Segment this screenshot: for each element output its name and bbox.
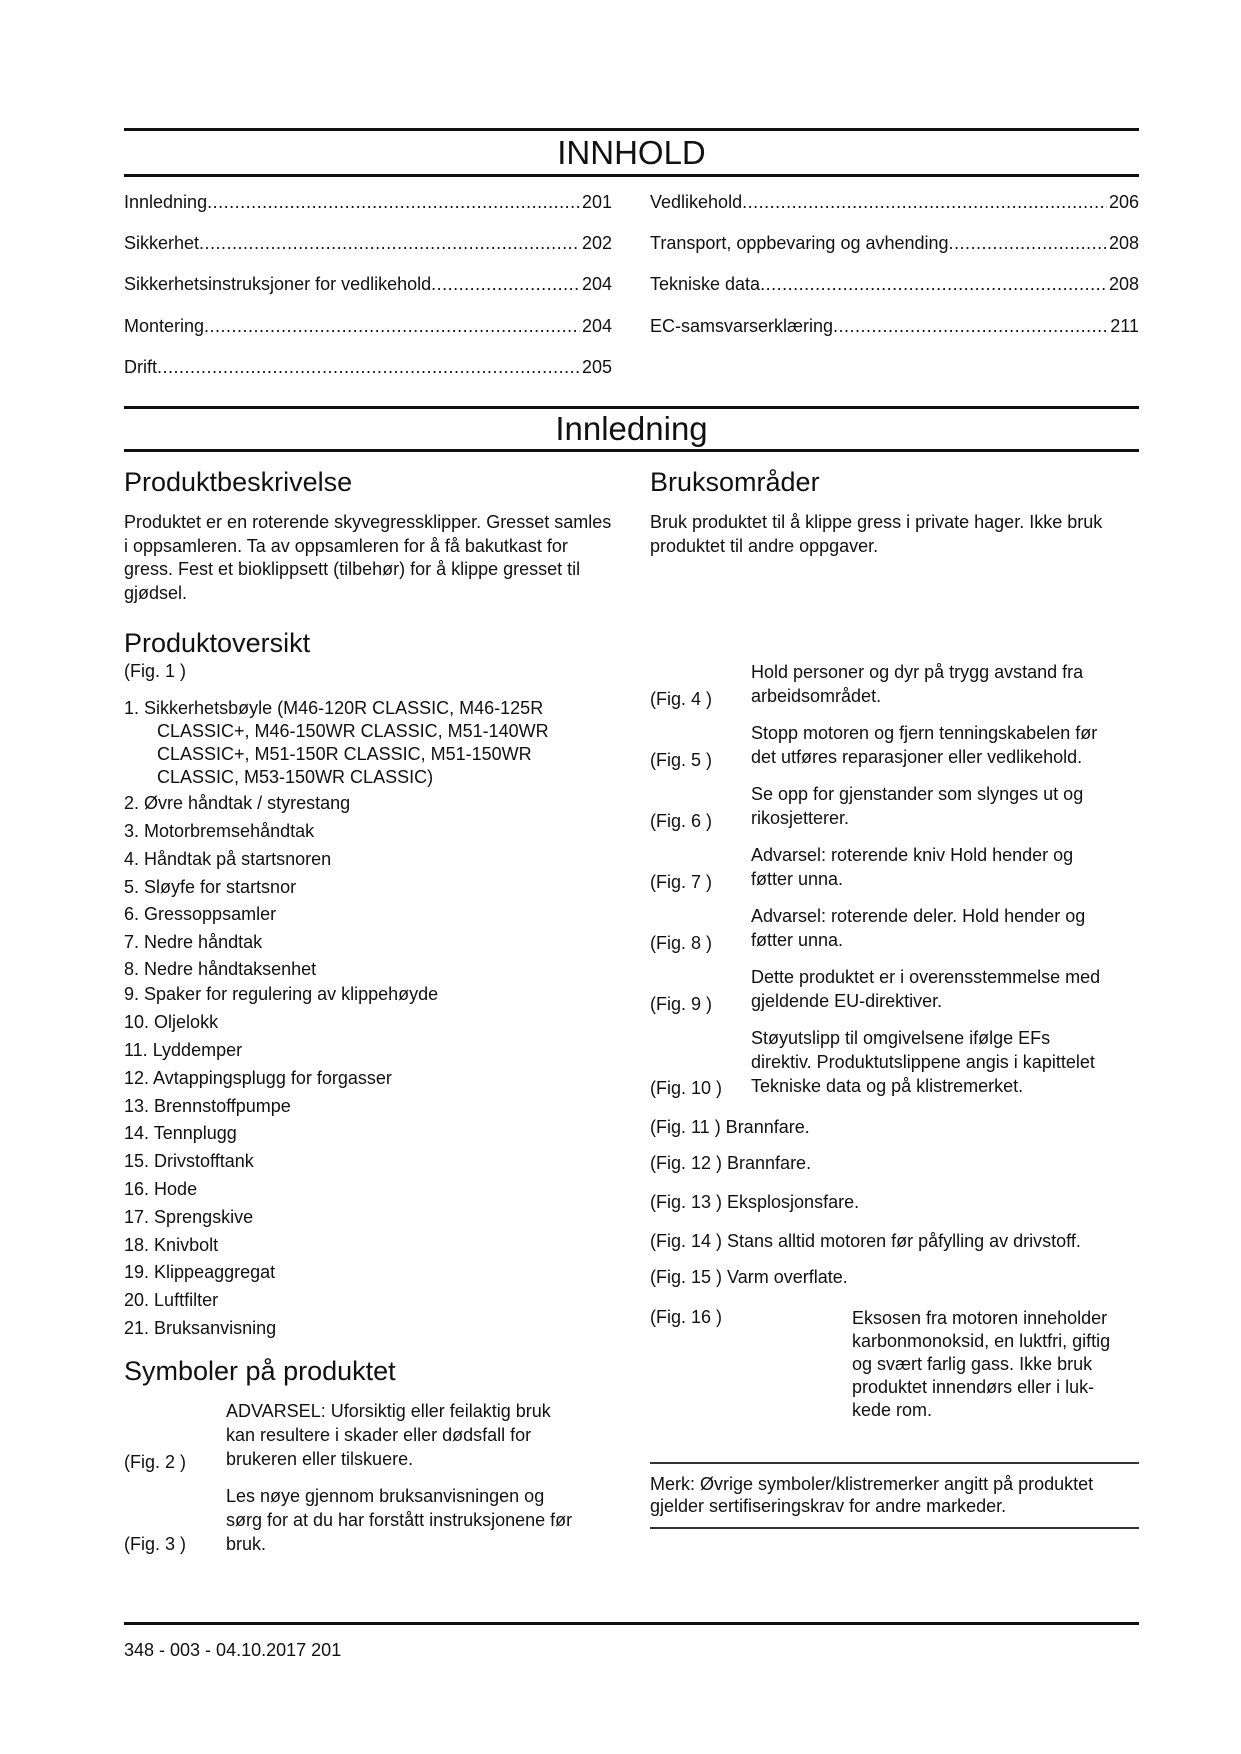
symbol-fig9-text: Dette produktet er i overensstemmelse med gjeldende EU-direktiver.: [751, 967, 1101, 1011]
list-item: 21. Bruksanvisning: [124, 1318, 277, 1338]
symbol-fig6-ref: (Fig. 6 ): [650, 811, 713, 831]
toc-entry-sikkerhetsinstruksjoner[interactable]: Sikkerhetsinstruksjoner for vedlikehold ..... 204: [124, 273, 612, 295]
list-item: 3. Motorbremsehåndtak: [124, 821, 315, 841]
symbol-fig11: (Fig. 11 ) Brannfare.: [650, 1117, 810, 1137]
symbol-fig7-ref: (Fig. 7 ): [650, 872, 713, 892]
symbol-fig10-text: Støyutslipp til omgivelsene ifølge EFs direktiv. Produktutslippene angis i kapittelet Tekniske data og på klistremerket.: [751, 1028, 1095, 1096]
list-item: 9. Spaker for regulering av klippehøyde: [124, 984, 439, 1004]
list-item: 18. Knivbolt: [124, 1235, 219, 1255]
symbol-fig3-ref: (Fig. 3 ): [124, 1534, 187, 1554]
symbol-fig3-text: Les nøye gjennom bruksanvisningen og sørg for at du har forstått instruksjonene før bruk.: [226, 1486, 573, 1554]
section-title: Innledning: [555, 410, 708, 447]
symbol-fig5-ref: (Fig. 5 ): [650, 750, 713, 770]
list-item: 14. Tennplugg: [124, 1123, 237, 1143]
toc-entry-transport[interactable]: Transport, oppbevaring og avhending ..... 208: [650, 232, 1139, 254]
page-number: 201: [311, 1640, 342, 1660]
list-item-continuation: CLASSIC+, M51-150R CLASSIC, M51-150WR: [157, 744, 532, 764]
list-item: 16. Hode: [124, 1179, 198, 1199]
list-item: 7. Nedre håndtak: [124, 932, 263, 952]
bruksomrader-heading: Bruksområder: [650, 467, 820, 497]
symbol-fig14: (Fig. 14 ) Stans alltid motoren før påfylling av drivstoff.: [650, 1231, 1081, 1251]
produktoversikt-fig: (Fig. 1 ): [124, 661, 187, 681]
footer-rule: [124, 1622, 1139, 1625]
symboler-heading: Symboler på produktet: [124, 1356, 396, 1386]
symbol-fig4-ref: (Fig. 4 ): [650, 689, 713, 709]
list-item: 13. Brennstoffpumpe: [124, 1096, 291, 1116]
symbol-fig6-text: Se opp for gjenstander som slynges ut og rikosjetterer.: [751, 784, 1084, 828]
list-item: 10. Oljelokk: [124, 1012, 219, 1032]
symbol-fig8-text: Advarsel: roterende deler. Hold hender og føtter unna.: [751, 906, 1086, 950]
symbol-fig10-ref: (Fig. 10 ): [650, 1078, 723, 1098]
list-item: 4. Håndtak på startsnoren: [124, 849, 332, 869]
list-item: 8. Nedre håndtaksenhet: [124, 959, 317, 979]
list-item: 15. Drivstofftank: [124, 1151, 254, 1171]
symbol-fig15: (Fig. 15 ) Varm overflate.: [650, 1267, 848, 1287]
list-item: 17. Sprengskive: [124, 1207, 254, 1227]
toc-entry-ec-samsvar[interactable]: EC-samsvarserklæring ..... 211: [650, 315, 1139, 337]
symbol-fig16-text: Eksosen fra motoren inneholder karbonmonoksid, en luktfri, giftig og svært farlig gass. Ikke bruk produktet innendørs eller i luk- kede rom.: [852, 1308, 1111, 1420]
list-item: 19. Klippeaggregat: [124, 1262, 276, 1282]
list-item-continuation: CLASSIC, M53-150WR CLASSIC): [157, 767, 434, 787]
symbol-fig5-text: Stopp motoren og fjern tenningskabelen før det utføres reparasjoner eller vedlikehold.: [751, 723, 1098, 767]
symbol-fig7-text: Advarsel: roterende kniv Hold hender og føtter unna.: [751, 845, 1074, 889]
section-rule-bottom: [124, 449, 1139, 452]
symbol-fig12: (Fig. 12 ) Brannfare.: [650, 1153, 812, 1173]
toc-entry-montering[interactable]: Montering ..... 204: [124, 315, 612, 337]
symbol-fig13: (Fig. 13 ) Eksplosjonsfare.: [650, 1192, 860, 1212]
produktoversikt-heading: Produktoversikt: [124, 628, 311, 658]
symbol-fig9-ref: (Fig. 9 ): [650, 994, 713, 1014]
footer: [124, 1640, 341, 1661]
toc-title-rule: [124, 174, 1139, 177]
list-item: 2. Øvre håndtak / styrestang: [124, 793, 351, 813]
toc-entry-vedlikehold[interactable]: Vedlikehold ..... 206: [650, 191, 1139, 213]
list-item: 6. Gressoppsamler: [124, 904, 277, 924]
list-item: 20. Luftfilter: [124, 1290, 219, 1310]
list-item: 12. Avtappingsplugg for forgasser: [124, 1068, 392, 1088]
note-text: Merk: Øvrige symboler/klistremerker angitt på produktet gjelder sertifiseringskrav for andre markeder.: [650, 1474, 1094, 1516]
symbol-fig8-ref: (Fig. 8 ): [650, 933, 713, 953]
symbol-fig2-text: ADVARSEL: Uforsiktig eller feilaktig bruk kan resultere i skader eller dødsfall for brukeren eller tilskuere.: [226, 1401, 551, 1469]
toc-entry-sikkerhet[interactable]: Sikkerhet ..... 202: [124, 232, 612, 254]
toc-entry-drift[interactable]: Drift ..... 205: [124, 356, 612, 378]
list-item-continuation: CLASSIC+, M46-150WR CLASSIC, M51-140WR: [157, 721, 549, 741]
produktbeskrivelse-heading: Produktbeskrivelse: [124, 467, 353, 497]
top-rule: [124, 128, 1139, 131]
bruksomrader-text: Bruk produktet til å klippe gress i private hager. Ikke bruk produktet til andre oppgaver.: [650, 512, 1103, 556]
note-rule-bottom: [650, 1527, 1139, 1529]
toc-entry-tekniske-data[interactable]: Tekniske data ..... 208: [650, 273, 1139, 295]
list-item: 11. Lyddemper: [124, 1040, 243, 1060]
note-rule-top: [650, 1462, 1139, 1464]
symbol-fig2-ref: (Fig. 2 ): [124, 1452, 187, 1472]
footer-doc-id: 348 - 003 - 04.10.2017: [124, 1640, 307, 1660]
symbol-fig4-text: Hold personer og dyr på trygg avstand fra arbeidsområdet.: [751, 662, 1084, 706]
list-item: 1. Sikkerhetsbøyle (M46-120R CLASSIC, M46-125R: [124, 698, 544, 718]
list-item: 5. Sløyfe for startsnor: [124, 877, 297, 897]
produktbeskrivelse-text: Produktet er en roterende skyvegressklipper. Gresset samles i oppsamleren. Ta av oppsamleren for å få bakutkast for gress. Fest et bioklippsett (tilbehør) for å klippe gresset til gjødsel.: [124, 512, 612, 603]
symbol-fig16-ref: (Fig. 16 ): [650, 1307, 723, 1327]
toc-title: INNHOLD: [557, 134, 706, 171]
toc-entry-innledning[interactable]: Innledning ..... 201: [124, 191, 612, 213]
